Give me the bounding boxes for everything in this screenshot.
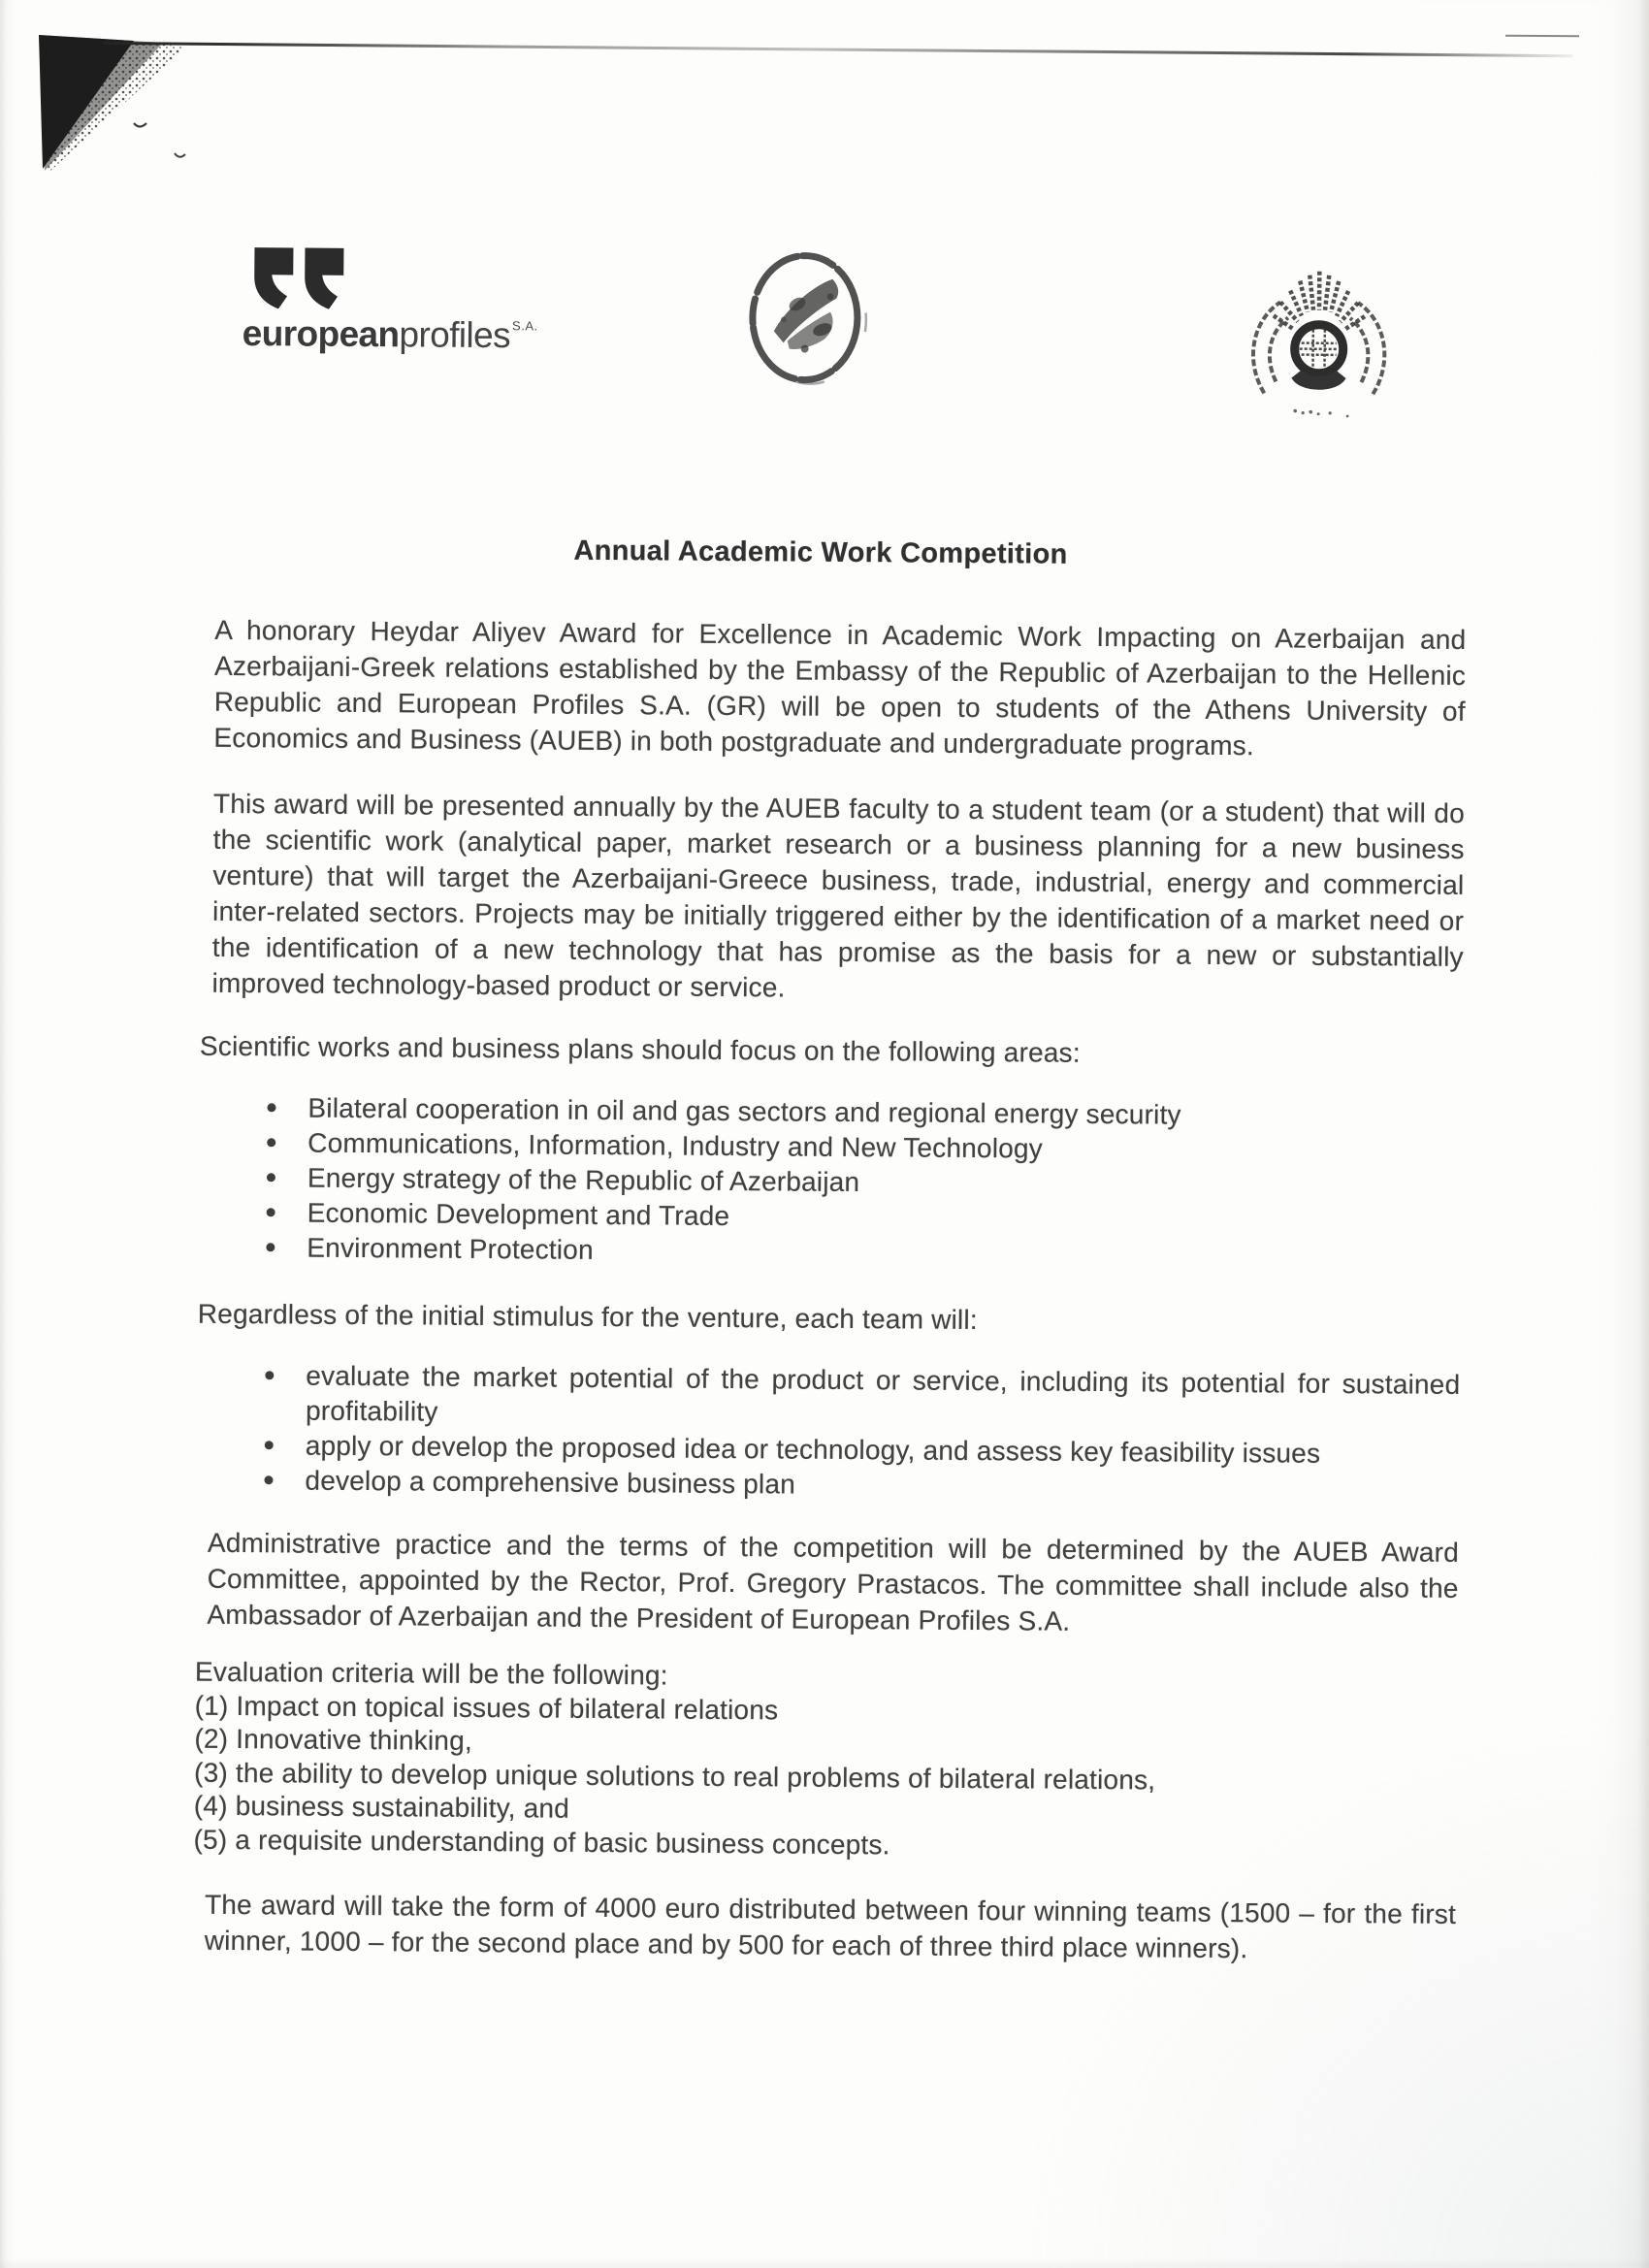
criteria-item: (4) business sustainability, and (193, 1790, 570, 1824)
paragraph-award-presentation: This award will be presented annually by the AUEB faculty to a student team (or a student) that will do the scientific work (analytical paper, market research or a business planning for a new business venture) that will target the Azerbaijani-Greece business, trade, industrial, energy and commercial inter-related sectors. Projects may be initially triggered either by the identification of a market need or the identification of a new technology that has promise as the basis for a new or substantially improved technology-based product or service. (211, 788, 1466, 1003)
evaluation-criteria-block (193, 1656, 1458, 1866)
document-body (193, 612, 1467, 1968)
brand-light: profiles (399, 314, 511, 356)
criteria-item: (2) Innovative thinking, (194, 1723, 473, 1756)
double-quote-icon (248, 245, 358, 310)
team-task-item: develop a comprehensive business plan (208, 1463, 1459, 1507)
aueb-coin-seal-icon (740, 247, 879, 394)
european-profiles-logo (242, 245, 539, 356)
focus-area-item: Communications, Information, Industry and New Technology (210, 1125, 1462, 1170)
criteria-intro: Evaluation criteria will be the following: (194, 1656, 668, 1691)
focus-area-item: Environment Protection (210, 1230, 1461, 1275)
paragraph-award-establishment: A honorary Heydar Aliyev Award for Excellence in Academic Work Impacting on Azerbaijan and Azerbaijani-Greek relations established by the Embassy of the Republic of Azerbaijan to the Hellenic Republic and European Profiles S.A. (GR) will be open to students of the Athens University of Economics and Business (AUEB) in both postgraduate and undergraduate programs. (213, 614, 1467, 761)
focus-area-item: Economic Development and Trade (210, 1195, 1462, 1240)
criteria-item: (1) Impact on topical issues of bilateral relations (194, 1690, 779, 1725)
criteria-item: (3) the ability to develop unique solutions to real problems of bilateral relations, (194, 1757, 1156, 1795)
azerbaijan-emblem-icon (1241, 249, 1397, 430)
focus-areas-intro: Scientific works and business plans should focus on the following areas: (199, 1030, 1081, 1068)
team-tasks-intro: Regardless of the initial stimulus for the venture, each team will: (197, 1298, 978, 1336)
focus-area-item: Bilateral cooperation in oil and gas sectors and regional energy security (210, 1090, 1462, 1135)
team-task-item: evaluate the market potential of the product or service, including its potential for sustained profitability (209, 1358, 1461, 1438)
team-task-item: apply or develop the proposed idea or technology, and assess key feasibility issues (209, 1428, 1460, 1473)
paragraph-admin-committee: Administrative practice and the terms of the competition will be determined by the AUEB Award Committee, appointed by the Rector, Prof. Gregory Prastacos. The committee shall include also the Ambassador of Azerbaijan and the President of European Profiles S.A. (207, 1527, 1460, 1636)
paragraph-award-amount: The award will take the form of 4000 euro distributed between four winning teams (1500 – for the first winner, 1000 – for the second place and by 500 for each of three third place winners). (204, 1889, 1457, 1964)
brand-wordmark (242, 313, 538, 356)
brand-bold: european (242, 313, 400, 355)
focus-area-item: Energy strategy of the Republic of Azerbaijan (210, 1160, 1462, 1205)
criteria-item: (5) a requisite understanding of basic business concepts. (193, 1824, 890, 1860)
document-title: Annual Academic Work Competition (573, 535, 1068, 570)
team-tasks-list (208, 1358, 1460, 1507)
brand-suffix: S.A. (512, 318, 538, 334)
focus-areas-list (210, 1090, 1462, 1275)
